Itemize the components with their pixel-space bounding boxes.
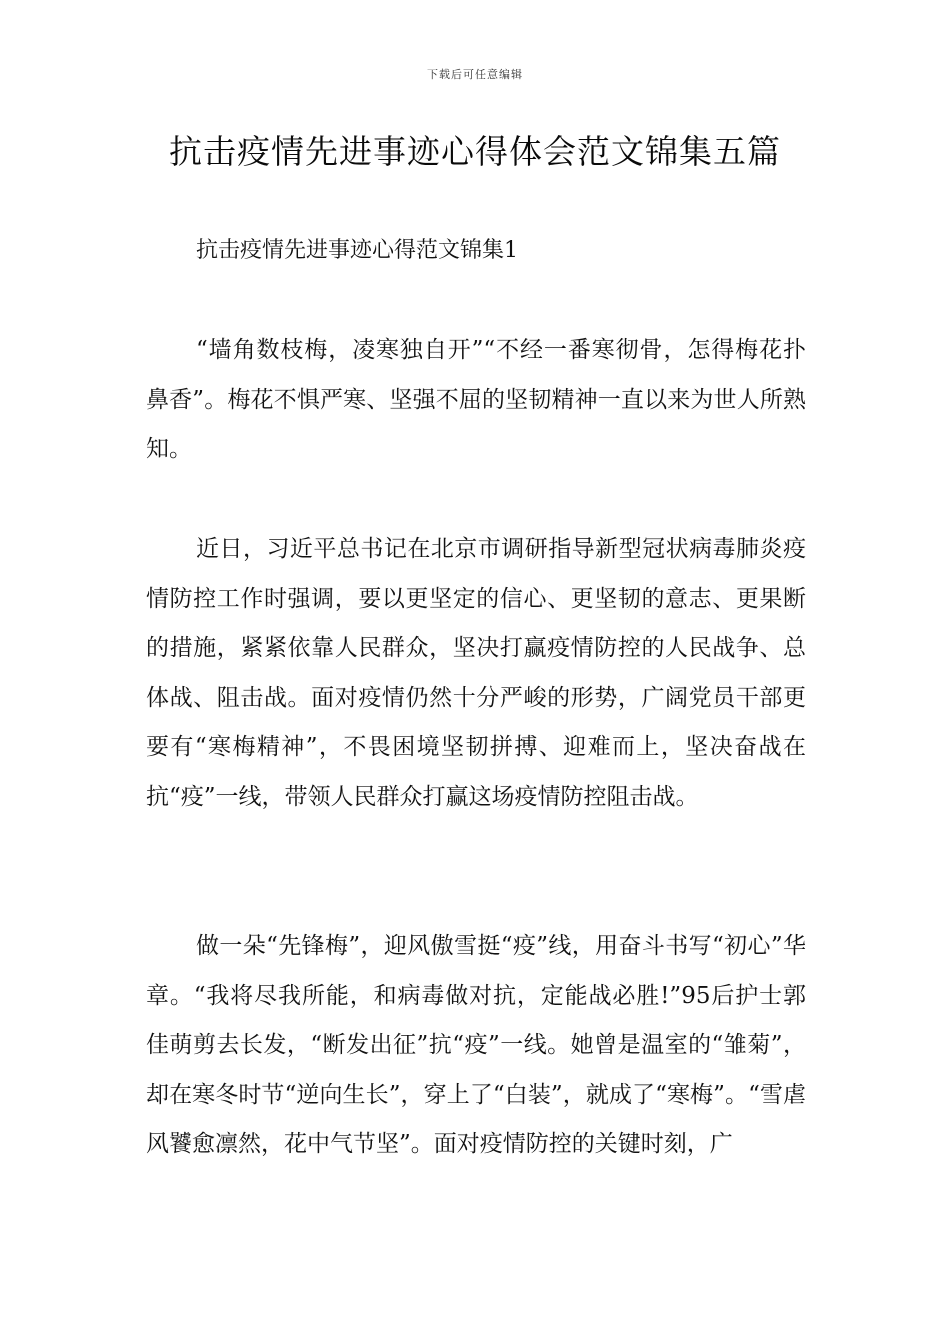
paragraph-2: 近日，习近平总书记在北京市调研指导新型冠状病毒肺炎疫情防控工作时强调，要以更坚定的信心、更坚韧的意志、更果断的措施，紧紧依靠人民群众，坚决打赢疫情防控的人民战争、总体战、阻击战。面对疫情仍然十分严峻的形势，广阔党员干部更要有“寒梅精神”，不畏困境坚韧拼搏、迎难而上，坚决奋战在抗“疫”一线，带领人民群众打赢这场疫情防控阻击战。 [146, 536, 806, 810]
header-note: 下载后可任意编辑 [427, 68, 523, 81]
document-title: 抗击疫情先进事迹心得体会范文锦集五篇 [169, 132, 781, 171]
paragraph-3: 做一朵“先锋梅”，迎风傲雪挺“疫”线，用奋斗书写“初心”华章。“我将尽我所能，和病毒做对抗，定能战必胜!”95后护士郭佳萌剪去长发，“断发出征”抗“疫”一线。她曾是温室的“雏菊”，却在寒冬时节“逆向生长”，穿上了“白装”，就成了“寒梅”。“雪虐风饕愈凛然，花中气节坚”。面对疫情防控的关键时刻，广 [146, 933, 806, 1157]
paragraph-1: “墙角数枝梅，凌寒独自开”“不经一番寒彻骨，怎得梅花扑鼻香”。梅花不惧严寒、坚强不屈的坚韧精神一直以来为世人所熟知。 [146, 337, 806, 462]
section-heading: 抗击疫情先进事迹心得范文锦集1 [196, 238, 518, 263]
